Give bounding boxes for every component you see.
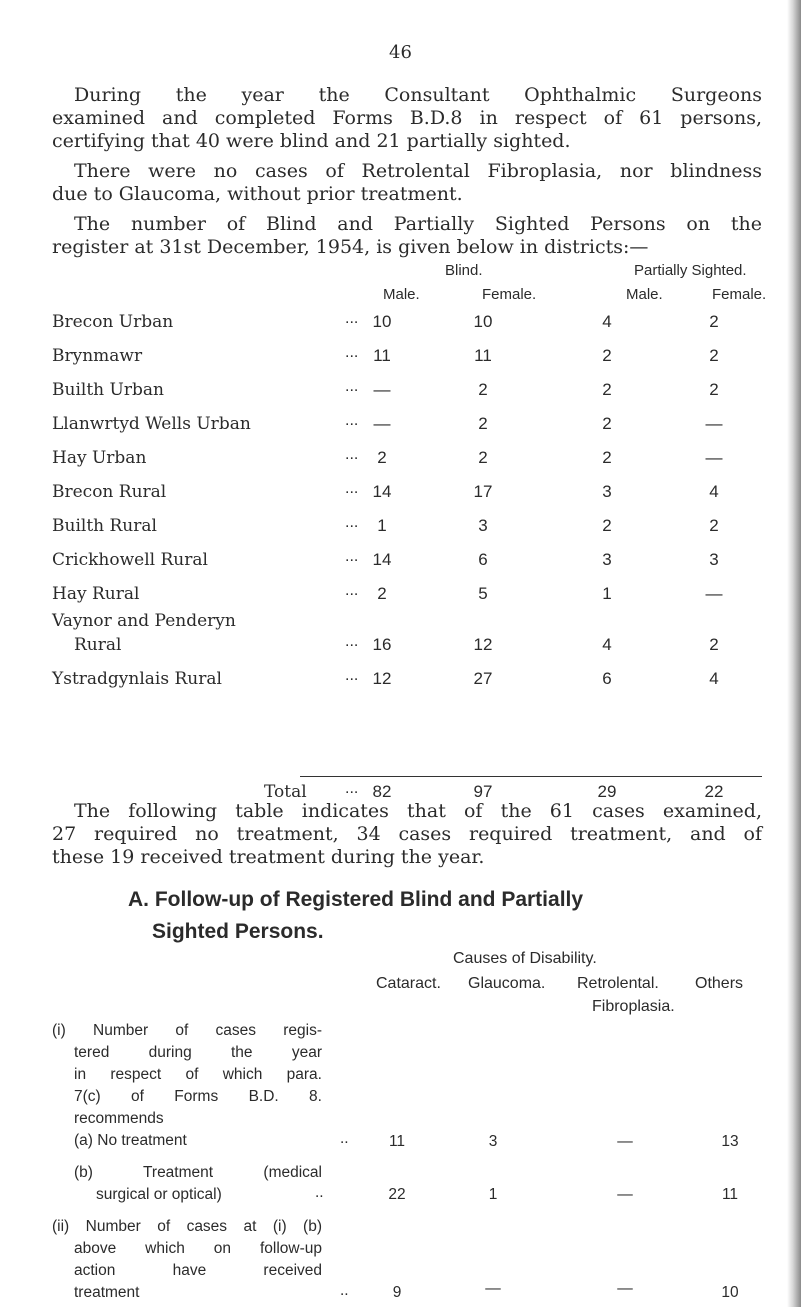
district-ps-female-value: — [705,414,723,433]
district-ps-female-value: 2 [709,312,719,331]
district-ps-male-value: 4 [602,312,612,331]
item-b-dots: .. [315,1184,324,1201]
district-ps-female-value: 2 [709,346,719,365]
district-name: Vaynor and Penderyn [52,611,236,631]
total-label: Total [264,782,307,802]
intro-paragraph-2 [52,160,762,206]
district-name: Ystradgynlais Rural [52,669,222,689]
total-ps-male-value: 29 [597,782,617,801]
district-blind-male-value: 11 [373,346,391,365]
district-blind-male-value: 10 [372,312,392,331]
text-line: recommends [74,1110,164,1127]
district-blind-male-value: 16 [372,635,392,654]
district-name: Brecon Urban [52,312,174,332]
text-line: above which on follow-up [74,1240,322,1257]
district-blind-female-value: 3 [478,516,488,535]
district-row-6-dots: ... [345,514,359,531]
text-line: action have received [74,1262,322,1279]
district-row-3-dots: ... [345,412,359,429]
district-blind-male-value: 2 [377,584,387,603]
blind-female-header: Female. [482,286,537,303]
blind-male-header: Male. [383,286,420,303]
text-line: (b) Treatment (medical [74,1164,322,1181]
district-row-9-dots: ... [345,633,359,650]
district-name: Llanwrtyd Wells Urban [52,414,251,434]
item-b-label [74,1162,322,1206]
section-a-title-line-2: Sighted Persons. [152,920,324,943]
district-blind-female-value: 12 [473,635,493,654]
district-row-4-dots: ... [345,446,359,463]
text-line: (i) Number of cases regis- [52,1022,322,1039]
district-blind-male-value: 14 [372,482,392,501]
district-ps-male-value: 2 [602,414,612,433]
district-blind-female-value: 2 [478,414,488,433]
district-blind-male-value: 12 [372,669,392,688]
item-b-retrolental: — [617,1186,633,1203]
item-a-dots: .. [340,1130,349,1147]
district-name: Hay Rural [52,584,140,604]
district-row-7-dots: ... [345,548,359,565]
blind-group-header: Blind. [445,262,483,279]
text-line: The number of Blind and Partially Sighted Persons on the [74,213,762,235]
total-blind-female-value: 97 [473,782,493,801]
district-row-1-dots: ... [345,344,359,361]
fibroplasia-header: Fibroplasia. [592,998,675,1015]
others-header: Others [695,975,744,992]
district-name-continued: Rural [74,635,122,655]
page-number: 46 [389,42,412,63]
district-blind-female-value: 6 [478,550,488,569]
district-blind-female-value: 5 [478,584,488,603]
text-line: (a) No treatment [74,1132,187,1149]
page-edge-shadow [787,0,801,1307]
district-ps-male-value: 2 [602,516,612,535]
item-a-label [74,1130,322,1152]
district-name: Crickhowell Rural [52,550,208,570]
district-blind-female-value: 17 [473,482,493,501]
ps-female-header: Female. [712,286,767,303]
district-name: Builth Urban [52,380,164,400]
district-name: Hay Urban [52,448,147,468]
district-blind-male-value: — [373,414,391,433]
district-ps-female-value: 4 [709,482,719,501]
text-line: examined and completed Forms B.D.8 in respect of 61 persons, [52,107,762,129]
district-ps-male-value: 2 [602,448,612,467]
text-line: tered during the year [74,1044,322,1061]
district-blind-male-value: — [373,380,391,399]
district-blind-male-value: 14 [372,550,392,569]
total-ps-female-value: 22 [704,782,724,801]
district-blind-female-value: 2 [478,380,488,399]
text-line: During the year the Consultant Ophthalmic Surgeons [74,84,762,106]
district-ps-female-value: — [705,584,723,603]
text-line: (ii) Number of cases at (i) (b) [52,1218,322,1235]
district-ps-female-value: 2 [709,380,719,399]
text-line: 7(c) of Forms B.D. 8. [74,1088,322,1105]
district-ps-male-value: 6 [602,669,612,688]
district-ps-male-value: 3 [602,482,612,501]
text-line: certifying that 40 were blind and 21 partially sighted. [52,130,571,152]
retrolental-header: Retrolental. [577,975,659,992]
partially-sighted-group-header: Partially Sighted. [634,262,747,279]
item-ii-dots: .. [340,1282,349,1299]
item-ii-description [52,1216,322,1304]
district-blind-female-value: 10 [473,312,493,331]
district-ps-male-value: 1 [602,584,612,603]
district-row-5-dots: ... [345,480,359,497]
district-ps-female-value: 4 [709,669,719,688]
item-a-cataract: 11 [388,1133,406,1150]
district-blind-male-value: 2 [377,448,387,467]
item-ii-glaucoma: — [485,1280,501,1297]
item-i-description [52,1020,322,1130]
text-line: There were no cases of Retrolental Fibroplasia, nor blindness [74,160,762,182]
total-dots: ... [345,780,359,797]
district-blind-male-value: 1 [377,516,387,535]
text-line: due to Glaucoma, without prior treatment. [52,183,463,205]
district-ps-male-value: 4 [602,635,612,654]
ps-male-header: Male. [626,286,663,303]
section-a-title-line-1: A. Follow-up of Registered Blind and Partially [128,888,584,911]
item-b-others: 11 [721,1186,739,1203]
item-ii-cataract: 9 [392,1284,402,1301]
district-blind-female-value: 11 [474,346,492,365]
text-line: surgical or optical) [96,1186,222,1203]
district-ps-female-value: 3 [709,550,719,569]
item-b-glaucoma: 1 [488,1186,498,1203]
district-row-10-dots: ... [345,667,359,684]
district-name: Builth Rural [52,516,157,536]
text-line: 27 required no treatment, 34 cases required treatment, and of [52,823,762,845]
district-row-8-dots: ... [345,582,359,599]
text-line: register at 31st December, 1954, is given below in districts:— [52,236,649,258]
item-b-cataract: 22 [388,1186,406,1203]
causes-of-disability-header: Causes of Disability. [453,950,597,967]
district-name: Brynmawr [52,346,143,366]
text-line: treatment [74,1284,140,1301]
item-a-retrolental: — [617,1133,633,1150]
district-row-0-dots: ... [345,310,359,327]
intro-paragraph-3 [52,213,762,259]
total-rule [300,776,762,777]
text-line: The following table indicates that of the 61 cases examined, [74,800,762,822]
district-ps-male-value: 2 [602,380,612,399]
district-ps-male-value: 2 [602,346,612,365]
district-row-2-dots: ... [345,378,359,395]
item-a-glaucoma: 3 [488,1133,498,1150]
district-name: Brecon Rural [52,482,167,502]
glaucoma-header: Glaucoma. [468,975,546,992]
district-blind-female-value: 2 [478,448,488,467]
item-ii-others: 10 [721,1284,739,1301]
intro-paragraph-1 [52,84,762,153]
item-a-others: 13 [721,1133,739,1150]
cataract-header: Cataract. [376,975,441,992]
text-line: these 19 received treatment during the year. [52,846,485,868]
district-ps-female-value: 2 [709,635,719,654]
total-blind-male-value: 82 [372,782,392,801]
item-ii-retrolental: — [617,1280,633,1297]
follow-up-paragraph [52,800,762,869]
district-ps-male-value: 3 [602,550,612,569]
text-line: in respect of which para. [74,1066,322,1083]
district-ps-female-value: 2 [709,516,719,535]
district-blind-female-value: 27 [473,669,493,688]
district-ps-female-value: — [705,448,723,467]
